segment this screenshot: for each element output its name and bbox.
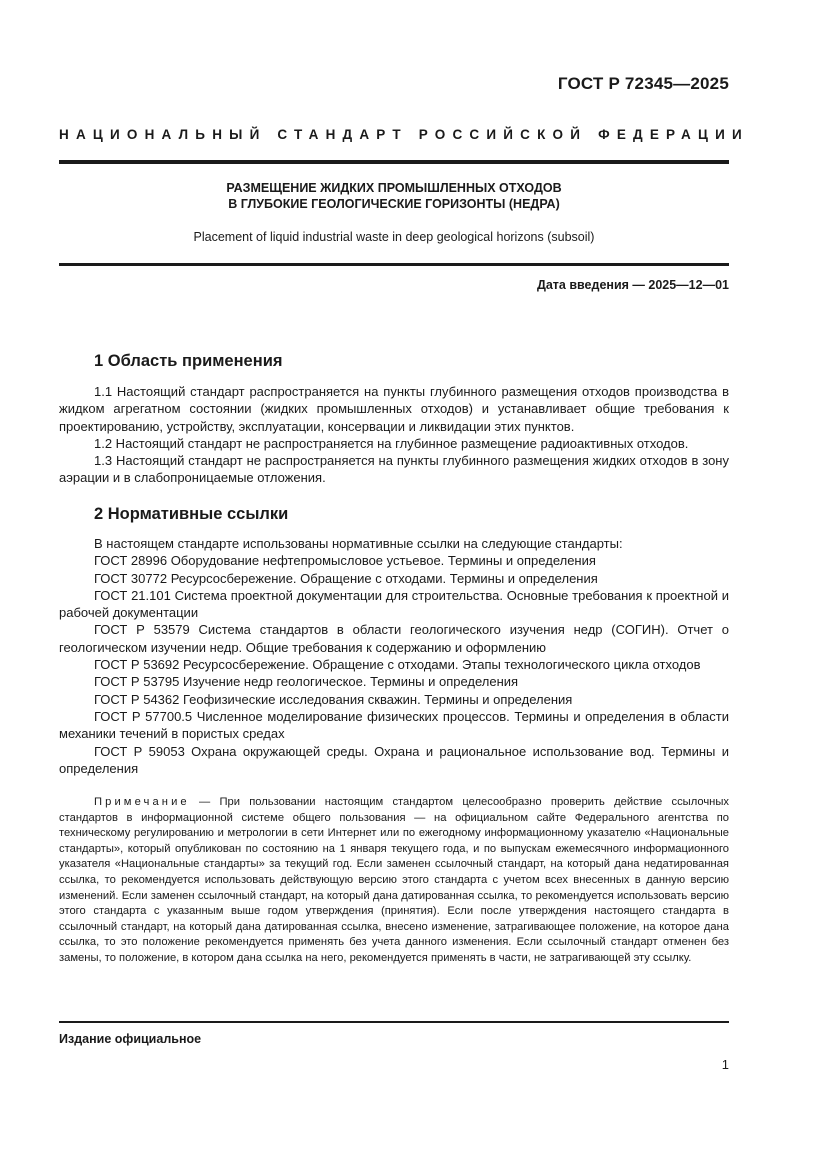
title-english: Placement of liquid industrial waste in deep geological horizons (subsoil) [193,230,595,244]
reference-item: ГОСТ Р 53579 Система стандартов в области геологического изучения недр (СОГИН). Отчет о геологическом изучении недр. Общие требования к содержанию и оформлению [59,622,729,655]
note-text: — При пользовании настоящим стандартом целесообразно проверить действие ссылочных стандартов в информационной системе общего пользования — на официальном сайте Федерального агентства по техническому регулированию и метрологии в сети Интернет или по ежегодному информационному указателю «Национальные стандарты», который опубликован по состоянию на 1 января текущего года, и по выпускам ежемесячного информационного указателя «Национальные стандарты» за текущий год. Если заменен ссылочный стандарт, на который дана недатированная ссылка, то рекомендуется использовать действующую версию этого стандарта с учетом всех внесенных в данную версию изменений. Если заменен ссылочный стандарт, на который дана датированная ссылка, то рекомендуется использовать версию этого стандарта с указанным выше годом утверждения (принятия). Если после утверждения настоящего стандарта в ссылочный стандарт, на который дана датированная ссылка, внесено изменение, затрагивающее положение, на которое дана ссылка, то это положение рекомендуется применять без учета данного изменения. Если ссылочный стандарт отменен без замены, то положение, в котором дана ссылка на него, рекомендуется применять в части, не затрагивающей эту ссылку. [59,796,729,964]
reference-item: ГОСТ Р 54362 Геофизические исследования скважин. Термины и определения [94,691,573,707]
reference-item: ГОСТ 21.101 Система проектной документации для строительства. Основные требования к проектной и рабочей документации [59,587,729,621]
document-number: ГОСТ Р 72345—2025 [557,74,729,93]
introduction-date: Дата введения — 2025—12—01 [536,278,729,292]
title-line-2: В ГЛУБОКИЕ ГЕОЛОГИЧЕСКИЕ ГОРИЗОНТЫ (НЕДРА) [228,197,560,211]
section-1-heading: 1 Область применения [94,352,283,370]
paragraph: 1.3 Настоящий стандарт не распространяется на пункты глубинного размещения жидких отходов в зону аэрации и в слабопроницаемые отложения. [59,453,729,486]
paragraph: 1.2 Настоящий стандарт не распространяется на глубинное размещение радиоактивных отходов. [94,435,689,451]
title-line-1: РАЗМЕЩЕНИЕ ЖИДКИХ ПРОМЫШЛЕННЫХ ОТХОДОВ [226,181,562,195]
footer-divider [59,1021,729,1023]
title-divider [59,263,729,266]
note [59,795,729,967]
document-title [59,180,729,212]
top-divider [59,160,729,164]
section-2-heading: 2 Нормативные ссылки [94,505,289,523]
paragraph: 1.1 Настоящий стандарт распространяется на пункты глубинного размещения отходов производства в жидком агрегатном состоянии (жидких промышленных отходов) и устанавливает общие требования к проектированию, устройству, эксплуатации, консервации и ликвидации этих пунктов. [59,384,729,434]
paragraph: В настоящем стандарте использованы нормативные ссылки на следующие стандарты: [94,536,623,551]
reference-item: ГОСТ 28996 Оборудование нефтепромысловое устьевое. Термины и определения [94,553,596,569]
national-standard-heading: НАЦИОНАЛЬНЫЙ СТАНДАРТ РОССИЙСКОЙ ФЕДЕРАЦИИ [59,127,749,142]
reference-item: ГОСТ Р 53795 Изучение недр геологическое. Термины и определения [94,674,519,690]
reference-item: ГОСТ Р 57700.5 Численное моделирование физических процессов. Термины и определения в области механики течений в пористых средах [59,708,729,742]
section-2-body [59,535,729,777]
section-1-body [59,383,729,487]
reference-item: ГОСТ 30772 Ресурсосбережение. Обращение с отходами. Термины и определения [94,570,598,586]
official-edition-label: Издание официальное [59,1032,202,1046]
reference-item: ГОСТ Р 53692 Ресурсосбережение. Обращение с отходами. Этапы технологического цикла отходов [94,657,701,673]
page-number: 1 [721,1057,729,1072]
reference-item: ГОСТ Р 59053 Охрана окружающей среды. Охрана и рациональное использование вод. Термины и определения [59,743,729,776]
note-label: Примечание [94,796,190,808]
